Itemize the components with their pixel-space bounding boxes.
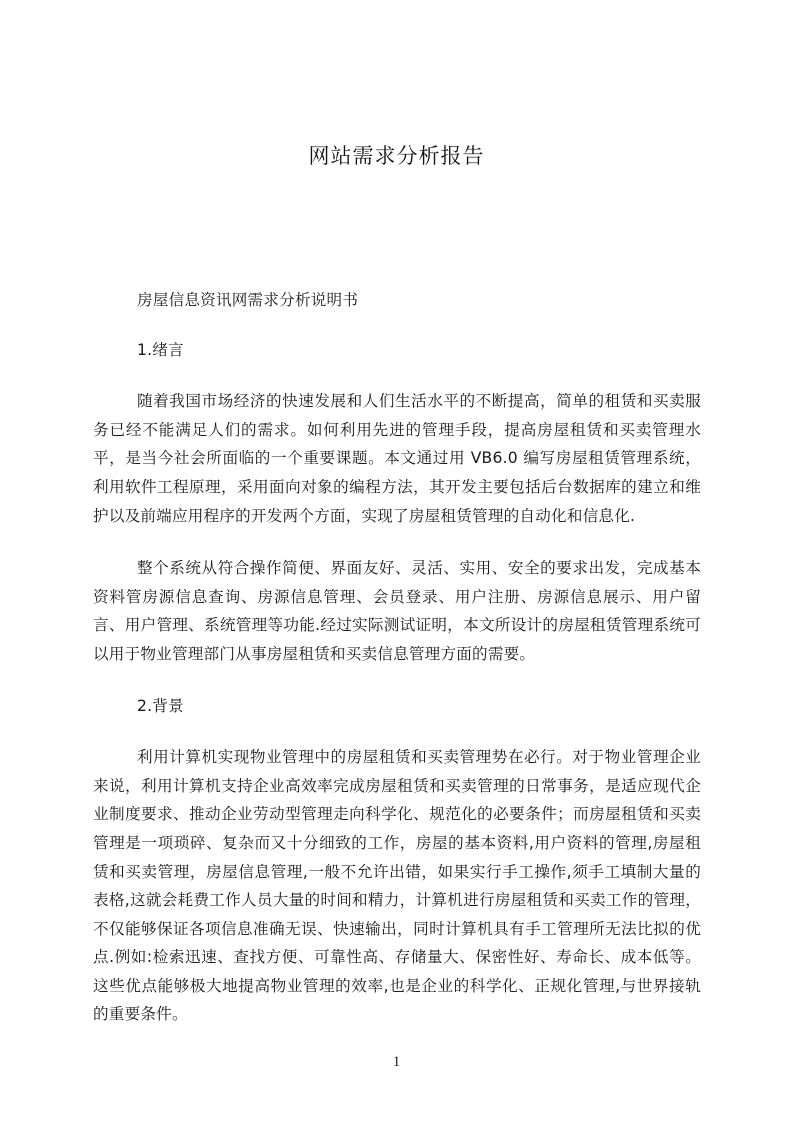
paragraph-background-1: 利用计算机实现物业管理中的房屋租赁和买卖管理势在必行。对于物业管理企业来说，利用计算机支持企业高效率完成房屋租赁和买卖管理的日常事务，是适应现代企业制度要求、推动企业劳动型管理走向科学化、规范化的必要条件；而房屋租赁和买卖管理是一项琐碎、复杂而又十分细致的工作，房屋的基本资料,用户资料的管理,房屋租赁和买卖管理，房屋信息管理,一般不允许出错，如果实行手工操作,须手工填制大量的表格,这就会耗费工作人员大量的时间和精力，计算机进行房屋租赁和买卖工作的管理，不仅能够保证各项信息准确无误、快速输出，同时计算机具有手工管理所无法比拟的优点.例如:检索迅速、查找方便、可靠性高、存储量大、保密性好、寿命长、成本低等。这些优点能够极大地提高物业管理的效率,也是企业的科学化、正规化管理,与世界接轨的重要条件。 (93, 748, 701, 1024)
section-heading-background: 2.背景 (137, 696, 184, 715)
paragraph-introduction-2: 整个系统从符合操作简便、界面友好、灵活、实用、安全的要求出发，完成基本资料管房源信息查询、房源信息管理、会员登录、用户注册、房源信息展示、用户留言、用户管理、系统管理等功能.经过实际测试证明，本文所设计的房屋租赁管理系统可以用于物业管理部门从事房屋租赁和买卖信息管理方面的需要。 (93, 559, 701, 663)
document-subtitle: 房屋信息资讯网需求分析说明书 (137, 291, 359, 309)
document-title: 网站需求分析报告 (308, 144, 485, 168)
section-heading-introduction: 1.绪言 (137, 340, 184, 359)
page-number: 1 (392, 1054, 401, 1070)
document-body (93, 286, 701, 1029)
paragraph-introduction-1: 随着我国市场经济的快速发展和人们生活水平的不断提高，简单的租赁和买卖服务已经不能满足人们的需求。如何利用先进的管理手段，提高房屋租赁和买卖管理水平，是当今社会所面临的一个重要课题。本文通过用 VB6.0 编写房屋租赁管理系统，利用软件工程原理，采用面向对象的编程方法，其开发主要包括后台数据库的建立和维护以及前端应用程序的开发两个方面，实现了房屋租赁管理的自动化和信息化. (93, 392, 701, 525)
